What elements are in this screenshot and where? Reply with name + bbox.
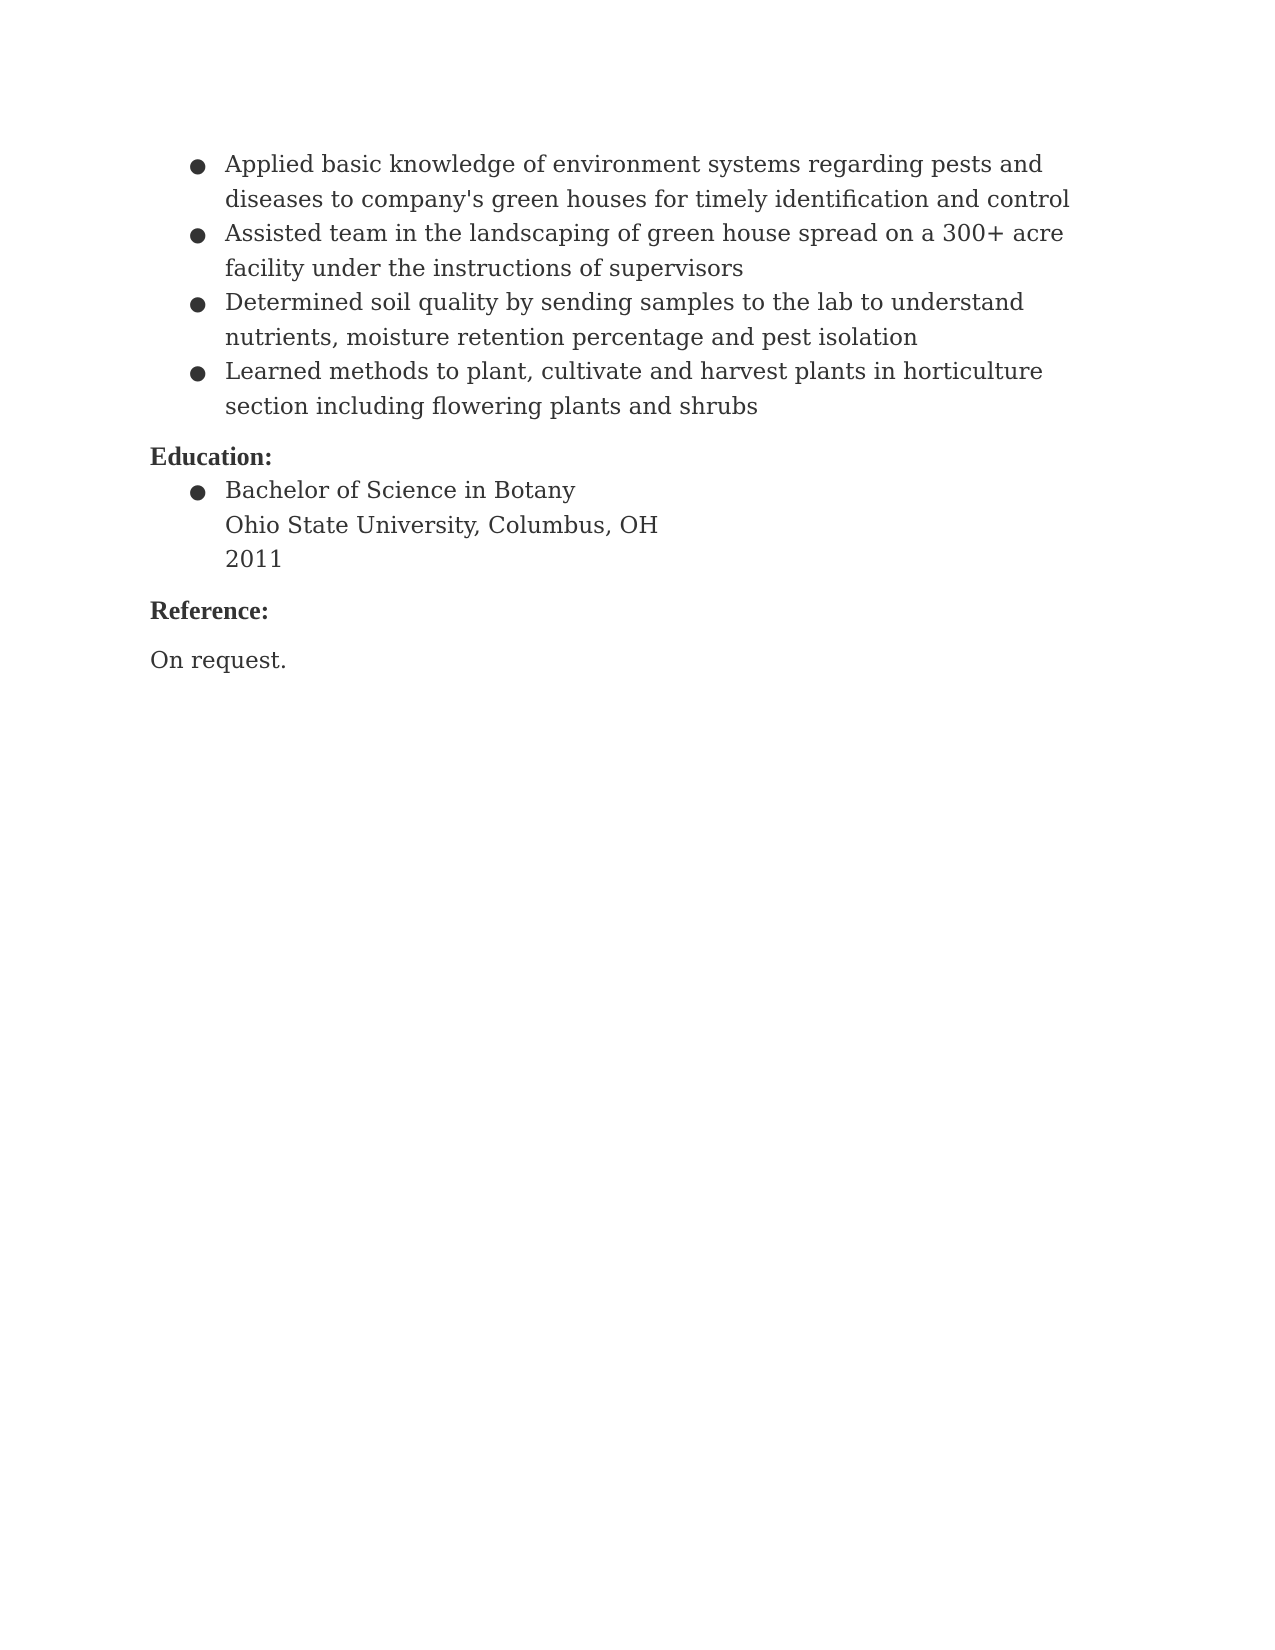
bullet-dot-icon: ●	[189, 153, 207, 177]
list-item	[150, 474, 1125, 578]
education-degree: Bachelor of Science in Botany	[225, 478, 576, 504]
reference-heading: Reference:	[150, 595, 270, 625]
bullet-dot-icon: ●	[189, 291, 207, 315]
experience-bullet-list	[150, 148, 1125, 424]
list-item	[150, 355, 1125, 424]
education-year: 2011	[225, 547, 284, 573]
bullet-dot-icon: ●	[189, 360, 207, 384]
experience-bullet-text: Applied basic knowledge of environment systems regarding pests and diseases to company's green houses for timely identification and control	[225, 152, 1070, 213]
experience-bullet-text: Determined soil quality by sending samples to the lab to understand nutrients, moisture retention percentage and pest isolation	[225, 290, 1025, 351]
list-item	[150, 217, 1125, 286]
education-school: Ohio State University, Columbus, OH	[225, 512, 659, 539]
list-item	[150, 148, 1125, 217]
experience-bullet-text: Learned methods to plant, cultivate and harvest plants in horticulture section including flowering plants and shrubs	[225, 359, 1044, 420]
list-item	[150, 286, 1125, 355]
reference-text: On request.	[150, 647, 288, 674]
education-heading: Education:	[150, 442, 273, 471]
bullet-dot-icon: ●	[189, 222, 207, 246]
education-list	[150, 474, 1125, 578]
resume-page	[150, 148, 1125, 678]
experience-bullet-text: Assisted team in the landscaping of green house spread on a 300+ acre facility under the instructions of supervisors	[225, 221, 1064, 282]
bullet-dot-icon: ●	[189, 479, 207, 503]
